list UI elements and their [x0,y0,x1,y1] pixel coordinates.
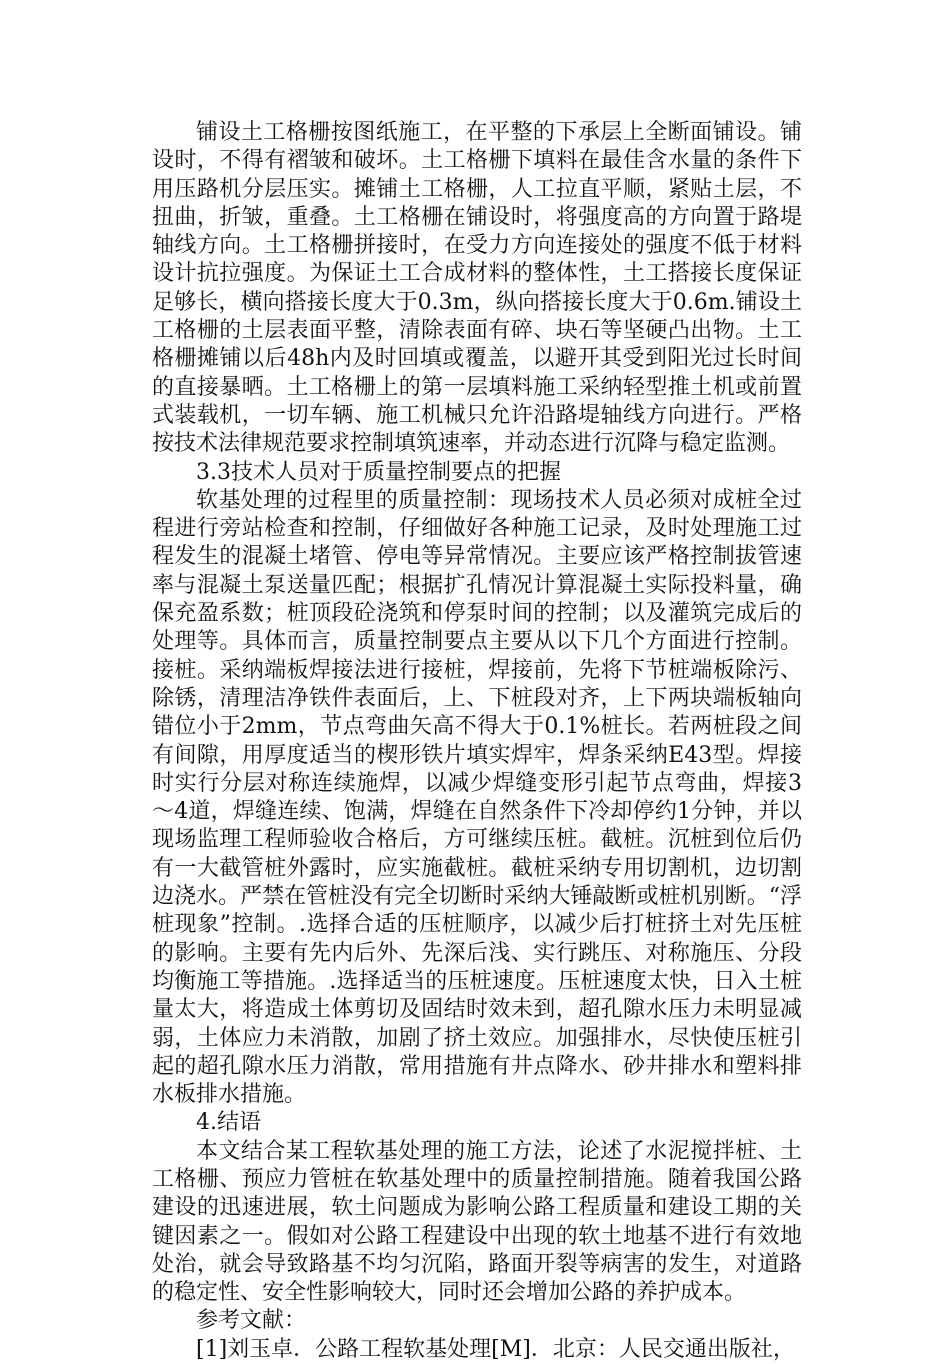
section-heading-3-3: 3.3技术人员对于质量控制要点的把握 [196,459,561,485]
paragraph-conclusion: 本文结合某工程软基处理的施工方法，论述了水泥搅拌桩、土工格栅、预应力管桩在软基处理中的质量控制措施。随着我国公路建设的迅速进展，软土问题成为影响公路工程质量和建设工期的关键因素之一。假如对公路工程建设中出现的软土地基不进行有效地处治，就会导致路基不均匀沉陷，路面开裂等病害的发生，对道路的稳定性、安全性影响较大，同时还会增加公路的养护成本。 [152,1138,802,1306]
document-body [152,119,802,1364]
section-heading-conclusion: 4.结语 [196,1110,261,1136]
paragraph-geogrid-laying: 铺设土工格栅按图纸施工，在平整的下承层上全断面铺设。铺设时，不得有褶皱和破坏。土工格栅下填料在最佳含水量的条件下用压路机分层压实。摊铺土工格栅，人工拉直平顺，紧贴土层，不扭曲，折皱，重叠。土工格栅在铺设时，将强度高的方向置于路堤轴线方向。土工格栅拼接时，在受力方向连接处的强度不低于材料设计抗拉强度。为保证土工合成材料的整体性，土工搭接长度保证足够长，横向搭接长度大于0.3m，纵向搭接长度大于0.6m.铺设土工格栅的土层表面平整，清除表面有碎、块石等坚硬凸出物。土工格栅摊铺以后48h内及时回填或覆盖，以避开其受到阳光过长时间的直接暴晒。土工格栅上的第一层填料施工采纳轻型推土机或前置式装载机，一切车辆、施工机械只允许沿路堤轴线方向进行。严格按技术法律规范要求控制填筑速率，并动态进行沉降与稳定监测。 [152,120,802,457]
paragraph-quality-control: 软基处理的过程里的质量控制：现场技术人员必须对成桩全过程进行旁站检查和控制，仔细做好各种施工记录，及时处理施工过程发生的混凝土堵管、停电等异常情况。主要应该严格控制拔管速率与混凝土泵送量匹配；根据扩孔情况计算混凝土实际投料量，确保充盈系数；桩顶段砼浇筑和停泵时间的控制；以及灌筑完成后的处理等。具体而言，质量控制要点主要从以下几个方面进行控制。接桩。采纳端板焊接法进行接桩，焊接前，先将下节桩端板除污、除锈，清理洁净铁件表面后，上、下桩段对齐，上下两块端板轴向错位小于2mm，节点弯曲矢高不得大于0.1%桩长。若两桩段之间有间隙，用厚度适当的楔形铁片填实焊牢，焊条采纳E43型。焊接时实行分层对称连续施焊，以减少焊缝变形引起节点弯曲，焊接3～4道，焊缝连续、饱满，焊缝在自然条件下冷却停约1分钟，并以现场监理工程师验收合格后，方可继续压桩。截桩。沉桩到位后仍有一大截管桩外露时，应实施截桩。截桩采纳专用切割机，边切割边浇水。严禁在管桩没有完全切断时采纳大锤敲断或桩机别断。“浮桩现象”控制。.选择合适的压桩顺序，以减少后打桩挤土对先压桩的影响。主要有先内后外、先深后浅、实行跳压、对称施压、分段均衡施工等措施。.选择适当的压桩速度。压桩速度太快，日入土桩量太大，将造成土体剪切及固结时效未到，超孔隙水压力未明显减弱，土体应力未消散，加剧了挤土效应。加强排水，尽快使压桩引起的超孔隙水压力消散，常用措施有井点降水、砂井排水和塑料排水板排水措施。 [152,487,802,1108]
reference-item-1: [1]刘玉卓．公路工程软基处理[M]．北京：人民交通出版社， [196,1336,795,1362]
references-heading: 参考文献： [196,1308,307,1334]
